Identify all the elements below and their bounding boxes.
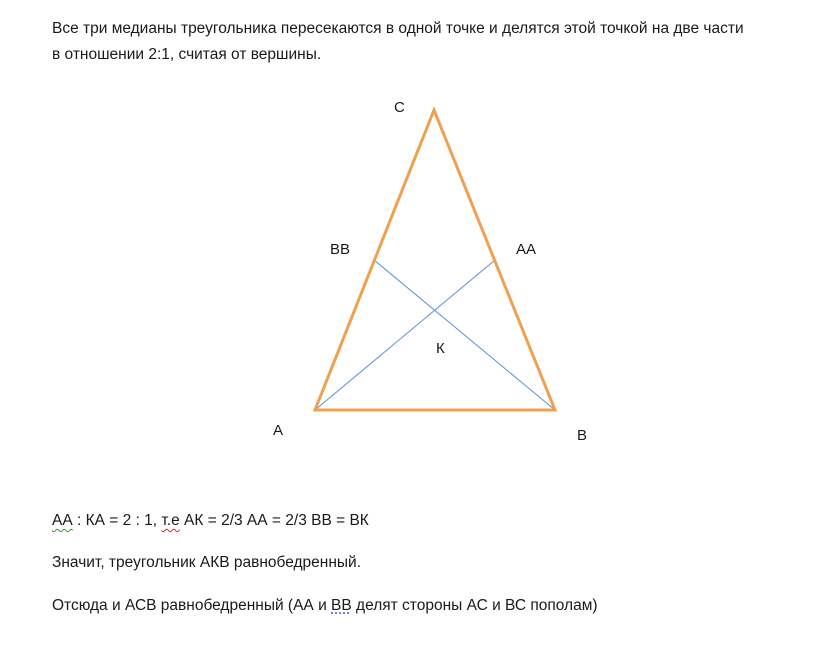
eq-rest: : КА = 2 : 1, [72, 512, 162, 529]
vertex-label-B: В [577, 427, 588, 444]
vertex-label-A: А [273, 422, 284, 439]
eq-aa: АА [52, 512, 73, 529]
median-from-B [374, 260, 555, 410]
intro-line-1: Все три медианы треугольника пересекаются в одной точке и делятся этой точкой на две части [52, 20, 744, 37]
eq-te: т.е [161, 512, 180, 529]
conclusion-akb: Значит, треугольник АКВ равнобедренный. [52, 554, 362, 571]
conclusion-acb [52, 593, 598, 619]
eq-tail: АК = 2/3 АА = 2/3 ВВ = ВК [179, 512, 369, 529]
midpoint-label-AA: АА [516, 241, 537, 258]
line3-part-b: делят стороны АС и ВС пополам) [351, 597, 598, 614]
vertex-label-C: С [394, 99, 405, 116]
median-from-A [315, 260, 495, 410]
centroid-label-K: К [436, 340, 445, 357]
ratio-statement [52, 508, 369, 534]
line3-part-a: Отсюда и АСВ равнобедренный (АА и [52, 597, 332, 614]
midpoint-label-BB: ВВ [330, 241, 351, 258]
line3-bb: ВВ [331, 597, 352, 614]
intro-line-2: в отношении 2:1, считая от вершины. [52, 46, 322, 63]
triangle-ACB [315, 110, 555, 410]
